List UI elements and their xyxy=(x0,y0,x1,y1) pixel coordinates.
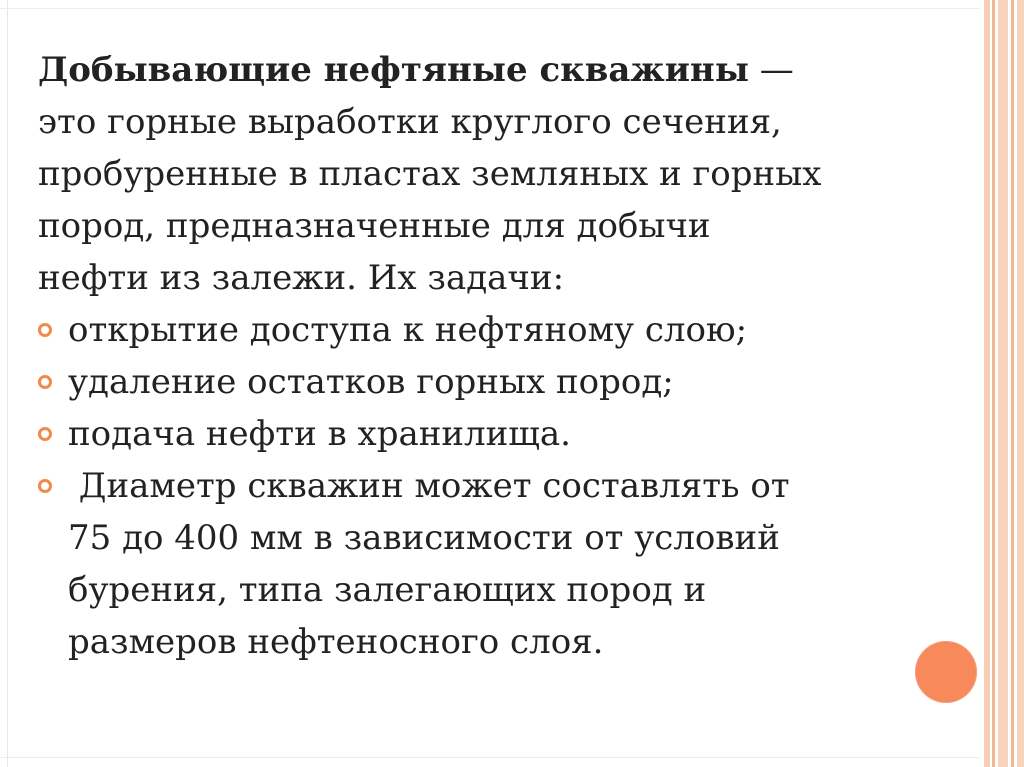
list-item-text: открытие доступа к нефтяному слою; xyxy=(68,310,748,350)
diameter-line: Диаметр скважин может составлять от xyxy=(68,466,790,506)
intro-paragraph xyxy=(38,44,918,304)
decor-stripe-3 xyxy=(998,0,1008,767)
diameter-line: размеров нефтеносного слоя. xyxy=(68,622,604,662)
intro-line: это горные выработки круглого сечения, xyxy=(38,102,782,142)
ring-bullet-icon xyxy=(38,323,52,337)
diameter-line: 75 до 400 мм в зависимости от условий xyxy=(68,518,780,558)
list-item xyxy=(38,408,918,460)
slide-body xyxy=(38,44,918,668)
decor-stripe-1 xyxy=(984,0,990,767)
intro-line: пробуренные в пластах земляных и горных xyxy=(38,154,822,194)
ring-bullet-icon xyxy=(38,375,52,389)
task-list xyxy=(38,304,918,668)
decor-orange-circle xyxy=(915,641,977,703)
ring-bullet-icon xyxy=(38,427,52,441)
decor-stripe-2 xyxy=(992,0,995,767)
term-dash: — xyxy=(748,50,794,90)
decor-stripe-4 xyxy=(1011,0,1014,767)
list-item-text: удаление остатков горных пород; xyxy=(68,362,674,402)
left-border-line xyxy=(7,0,8,767)
ring-bullet-icon xyxy=(38,479,52,493)
decor-stripe-5 xyxy=(1017,0,1024,767)
intro-line: пород, предназначенные для добычи xyxy=(38,206,711,246)
top-border-line xyxy=(0,8,980,9)
list-item-text: подача нефти в хранилища. xyxy=(68,414,571,454)
list-item xyxy=(38,304,918,356)
bottom-border-line xyxy=(0,757,980,758)
term-heading: Добывающие нефтяные скважины xyxy=(38,50,749,90)
list-item xyxy=(38,460,918,668)
list-item xyxy=(38,356,918,408)
intro-line: нефти из залежи. Их задачи: xyxy=(38,258,565,298)
diameter-line: бурения, типа залегающих пород и xyxy=(68,570,707,610)
